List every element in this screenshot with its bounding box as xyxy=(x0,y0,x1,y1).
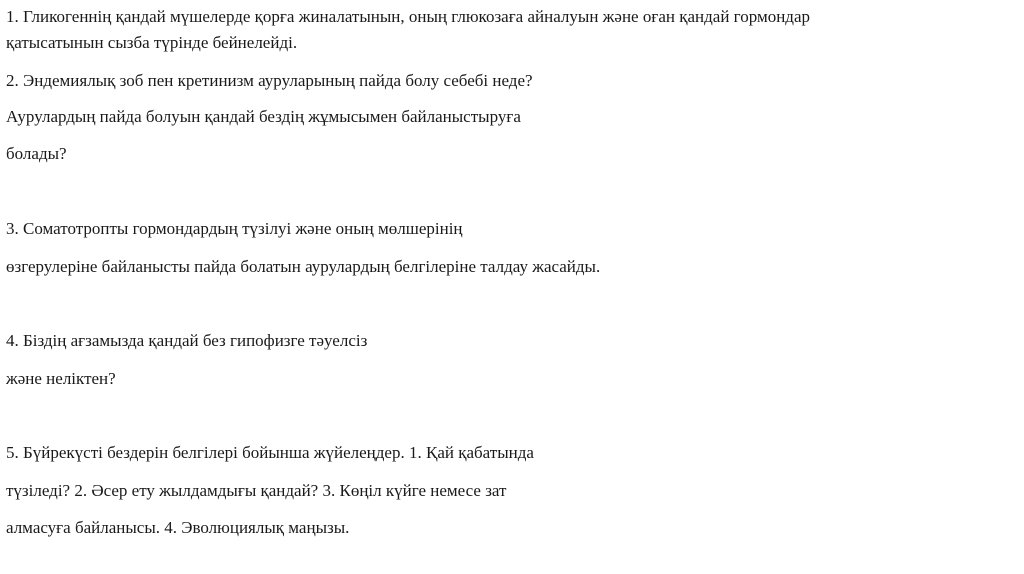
question-5-line-2: түзіледі? 2. Әсер ету жылдамдығы қандай? 3. Көңіл күйге немесе зат xyxy=(6,481,507,500)
question-2-line-2: Аурулардың пайда болуын қандай бездің жұмысымен байланыстыруға xyxy=(6,107,521,126)
question-2-line-1: 2. Эндемиялық зоб пен кретинизм ауруларының пайда болу себебі неде? xyxy=(6,71,533,90)
question-4-line-2: және неліктен? xyxy=(6,369,116,388)
question-1-line-1: 1. Гликогеннің қандай мүшелерде қорға жиналатынын, оның глюкозаға айналуын және оған қандай гормондар xyxy=(6,7,811,26)
question-2-line-3: болады? xyxy=(6,144,67,163)
question-3-line-1: 3. Соматотропты гормондардың түзілуі және оның мөлшерінің xyxy=(6,219,463,238)
question-5-line-1: 5. Бүйрекүсті бездерін белгілері бойынша жүйелеңдер. 1. Қай қабатында xyxy=(6,443,534,462)
question-1-line-2: қатысатынын сызба түрінде бейнелейді. xyxy=(6,33,298,52)
question-4-line-1: 4. Біздің ағзамызда қандай без гипофизге тәуелсіз xyxy=(6,331,368,350)
question-5-line-3: алмасуға байланысы. 4. Эволюциялық маңызы. xyxy=(6,518,350,537)
question-3-line-2: өзгерулеріне байланысты пайда болатын аурулардың белгілеріне талдау жасайды. xyxy=(6,257,601,276)
